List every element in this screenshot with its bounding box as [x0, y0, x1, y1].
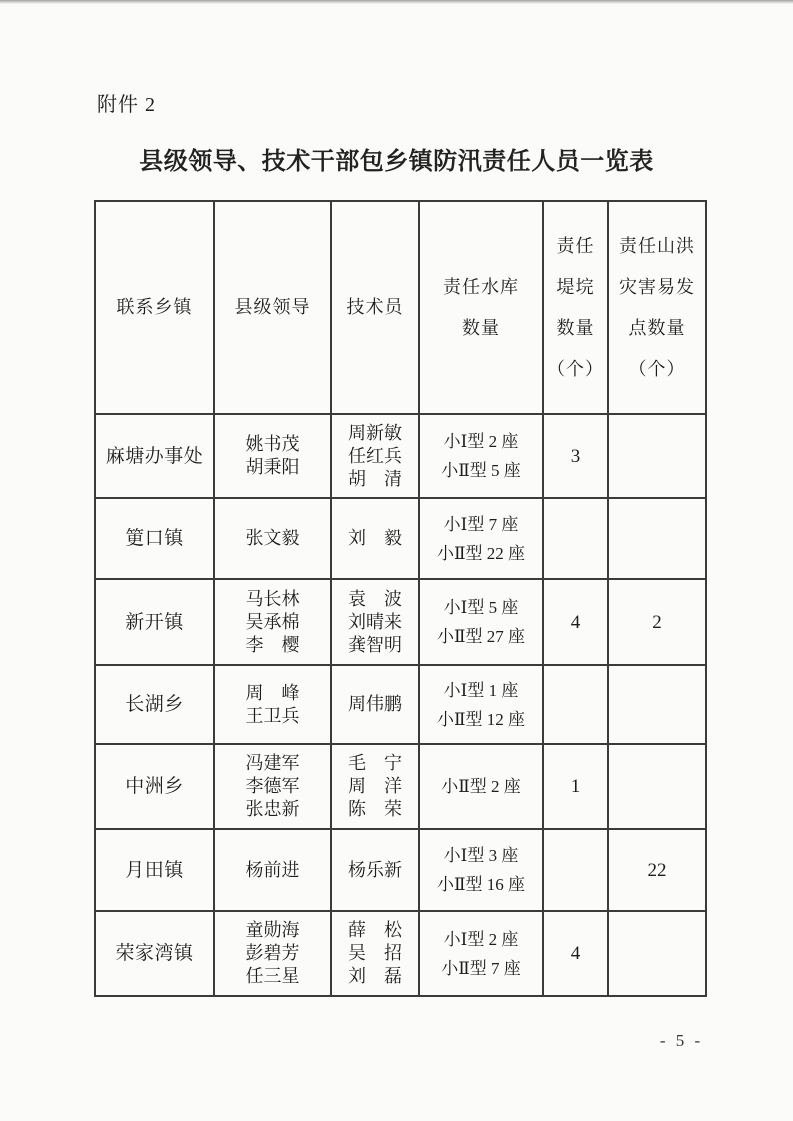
- header-line: 点数量: [628, 317, 686, 338]
- cell-line: 刘晴来: [348, 611, 402, 632]
- column-header-dike: [543, 201, 608, 414]
- page-title: 县级领导、技术干部包乡镇防汛责任人员一览表: [139, 149, 654, 175]
- cell-line: 毛 宁: [348, 753, 402, 773]
- cell-line: 李 樱: [245, 634, 300, 655]
- cell-line: 张文毅: [245, 528, 300, 548]
- cell-township: [95, 744, 214, 829]
- cell-line: 小Ⅱ型 5 座: [441, 461, 521, 480]
- cell-line: 张忠新: [245, 799, 300, 819]
- cell-reservoirs: [419, 498, 543, 579]
- cell-dike-count: [543, 829, 608, 911]
- cell-flood-points: [608, 744, 706, 829]
- cell-technicians: [331, 829, 419, 911]
- responsibility-table: [94, 200, 707, 997]
- cell-line: 小Ⅰ型 5 座: [443, 598, 519, 617]
- table-row: [95, 414, 706, 498]
- page-number: - 5 -: [659, 1031, 701, 1050]
- cell-technicians: [331, 414, 419, 498]
- cell-reservoirs: [419, 665, 543, 744]
- cell-line: 小Ⅰ型 7 座: [443, 514, 519, 534]
- cell-line: 薛 松: [348, 920, 402, 940]
- cell-flood-points: [608, 665, 706, 744]
- cell-line: 冯建军: [245, 753, 300, 773]
- cell-line: 小Ⅰ型 2 座: [443, 432, 519, 451]
- cell-leaders: [214, 498, 331, 579]
- cell-line: 任红兵: [348, 445, 402, 466]
- cell-line: 马长林: [245, 588, 300, 609]
- cell-line: 周新敏: [348, 422, 402, 443]
- cell-line: 吴承棉: [245, 611, 300, 632]
- cell-line: 吴 招: [348, 943, 402, 963]
- cell-dike-count: [543, 414, 608, 498]
- cell-line: 胡秉阳: [245, 457, 300, 477]
- cell-line: 小Ⅱ型 7 座: [441, 958, 521, 978]
- cell-line: 袁 波: [348, 588, 402, 609]
- cell-line: 3: [570, 445, 581, 467]
- cell-line: 姚书茂: [245, 434, 300, 454]
- header-row: [95, 201, 706, 414]
- cell-line: 麻塘办事处: [105, 445, 204, 467]
- cell-reservoirs: [419, 414, 543, 498]
- table-body: [95, 414, 706, 996]
- cell-line: 小Ⅱ型 12 座: [436, 709, 526, 729]
- cell-line: 周伟鹏: [348, 694, 402, 714]
- cell-line: 小Ⅰ型 1 座: [443, 680, 519, 700]
- header-line: （个）: [547, 358, 604, 379]
- cell-dike-count: [543, 911, 608, 996]
- cell-line: 刘 毅: [348, 528, 402, 548]
- cell-line: 新开镇: [125, 611, 184, 633]
- table-row: [95, 498, 706, 579]
- cell-line: 周 洋: [348, 776, 402, 796]
- cell-technicians: [331, 665, 419, 744]
- cell-reservoirs: [419, 829, 543, 911]
- cell-line: 杨乐新: [348, 859, 402, 880]
- cell-leaders: [214, 744, 331, 829]
- header-line: 责任: [556, 235, 595, 256]
- cell-line: 小Ⅱ型 27 座: [436, 627, 526, 646]
- table-row: [95, 665, 706, 744]
- cell-leaders: [214, 829, 331, 911]
- scan-edge-artifact: [0, 0, 793, 4]
- table-row: [95, 744, 706, 829]
- cell-line: 彭碧芳: [245, 943, 300, 963]
- cell-line: 小Ⅰ型 3 座: [443, 846, 519, 865]
- header-line: 责任山洪: [619, 235, 695, 256]
- cell-technicians: [331, 744, 419, 829]
- cell-township: [95, 911, 214, 996]
- cell-flood-points: [608, 579, 706, 665]
- cell-township: [95, 829, 214, 911]
- cell-flood-points: [608, 498, 706, 579]
- cell-line: 杨前进: [245, 859, 300, 880]
- cell-leaders: [214, 579, 331, 665]
- header-line: （个）: [628, 358, 686, 379]
- header-line: 责任水库: [443, 276, 519, 297]
- cell-line: 小Ⅱ型 2 座: [441, 777, 521, 796]
- cell-line: 月田镇: [125, 859, 184, 881]
- column-header-flood: [608, 201, 706, 414]
- cell-line: 长湖乡: [125, 694, 184, 715]
- header-line: 数量: [556, 317, 595, 338]
- column-header-leader: [214, 201, 331, 414]
- table-row: [95, 829, 706, 911]
- column-header-reservoir: [419, 201, 543, 414]
- cell-line: 龚智明: [348, 634, 402, 655]
- cell-line: 4: [570, 611, 581, 633]
- cell-technicians: [331, 911, 419, 996]
- cell-township: [95, 498, 214, 579]
- cell-line: 筻口镇: [125, 528, 184, 549]
- cell-flood-points: [608, 829, 706, 911]
- column-header-technician: [331, 201, 419, 414]
- cell-line: 荣家湾镇: [115, 943, 194, 964]
- table-row: [95, 911, 706, 996]
- cell-line: 22: [647, 859, 667, 881]
- cell-line: 中洲乡: [125, 776, 184, 797]
- attachment-label: 附件 2: [97, 94, 156, 116]
- cell-line: 小Ⅰ型 2 座: [443, 929, 519, 949]
- cell-reservoirs: [419, 579, 543, 665]
- cell-township: [95, 414, 214, 498]
- cell-leaders: [214, 665, 331, 744]
- cell-line: 刘 磊: [348, 966, 402, 986]
- header-line: 数量: [462, 317, 500, 338]
- cell-line: 李德军: [245, 776, 300, 796]
- cell-technicians: [331, 579, 419, 665]
- cell-line: 1: [570, 776, 581, 797]
- cell-line: 4: [570, 943, 581, 964]
- cell-township: [95, 579, 214, 665]
- cell-dike-count: [543, 665, 608, 744]
- cell-line: 周 峰: [245, 682, 300, 703]
- header-line: 县级领导: [234, 297, 311, 317]
- cell-leaders: [214, 414, 331, 498]
- cell-flood-points: [608, 414, 706, 498]
- cell-dike-count: [543, 744, 608, 829]
- cell-line: 2: [652, 611, 662, 633]
- cell-line: 童勋海: [245, 920, 300, 940]
- cell-reservoirs: [419, 911, 543, 996]
- cell-technicians: [331, 498, 419, 579]
- table-header: [95, 201, 706, 414]
- cell-reservoirs: [419, 744, 543, 829]
- cell-township: [95, 665, 214, 744]
- header-line: 灾害易发: [619, 276, 695, 297]
- cell-line: 小Ⅱ型 22 座: [436, 543, 526, 563]
- column-header-township: [95, 201, 214, 414]
- cell-line: 任三星: [245, 966, 300, 986]
- cell-dike-count: [543, 498, 608, 579]
- header-line: 技术员: [346, 297, 404, 317]
- cell-line: 小Ⅱ型 16 座: [436, 875, 526, 894]
- cell-line: 胡 清: [348, 468, 402, 489]
- cell-dike-count: [543, 579, 608, 665]
- cell-flood-points: [608, 911, 706, 996]
- cell-leaders: [214, 911, 331, 996]
- cell-line: 王卫兵: [245, 705, 300, 726]
- cell-line: 陈 荣: [348, 799, 402, 819]
- table-row: [95, 579, 706, 665]
- header-line: 联系乡镇: [116, 297, 193, 317]
- header-line: 堤垸: [556, 276, 595, 297]
